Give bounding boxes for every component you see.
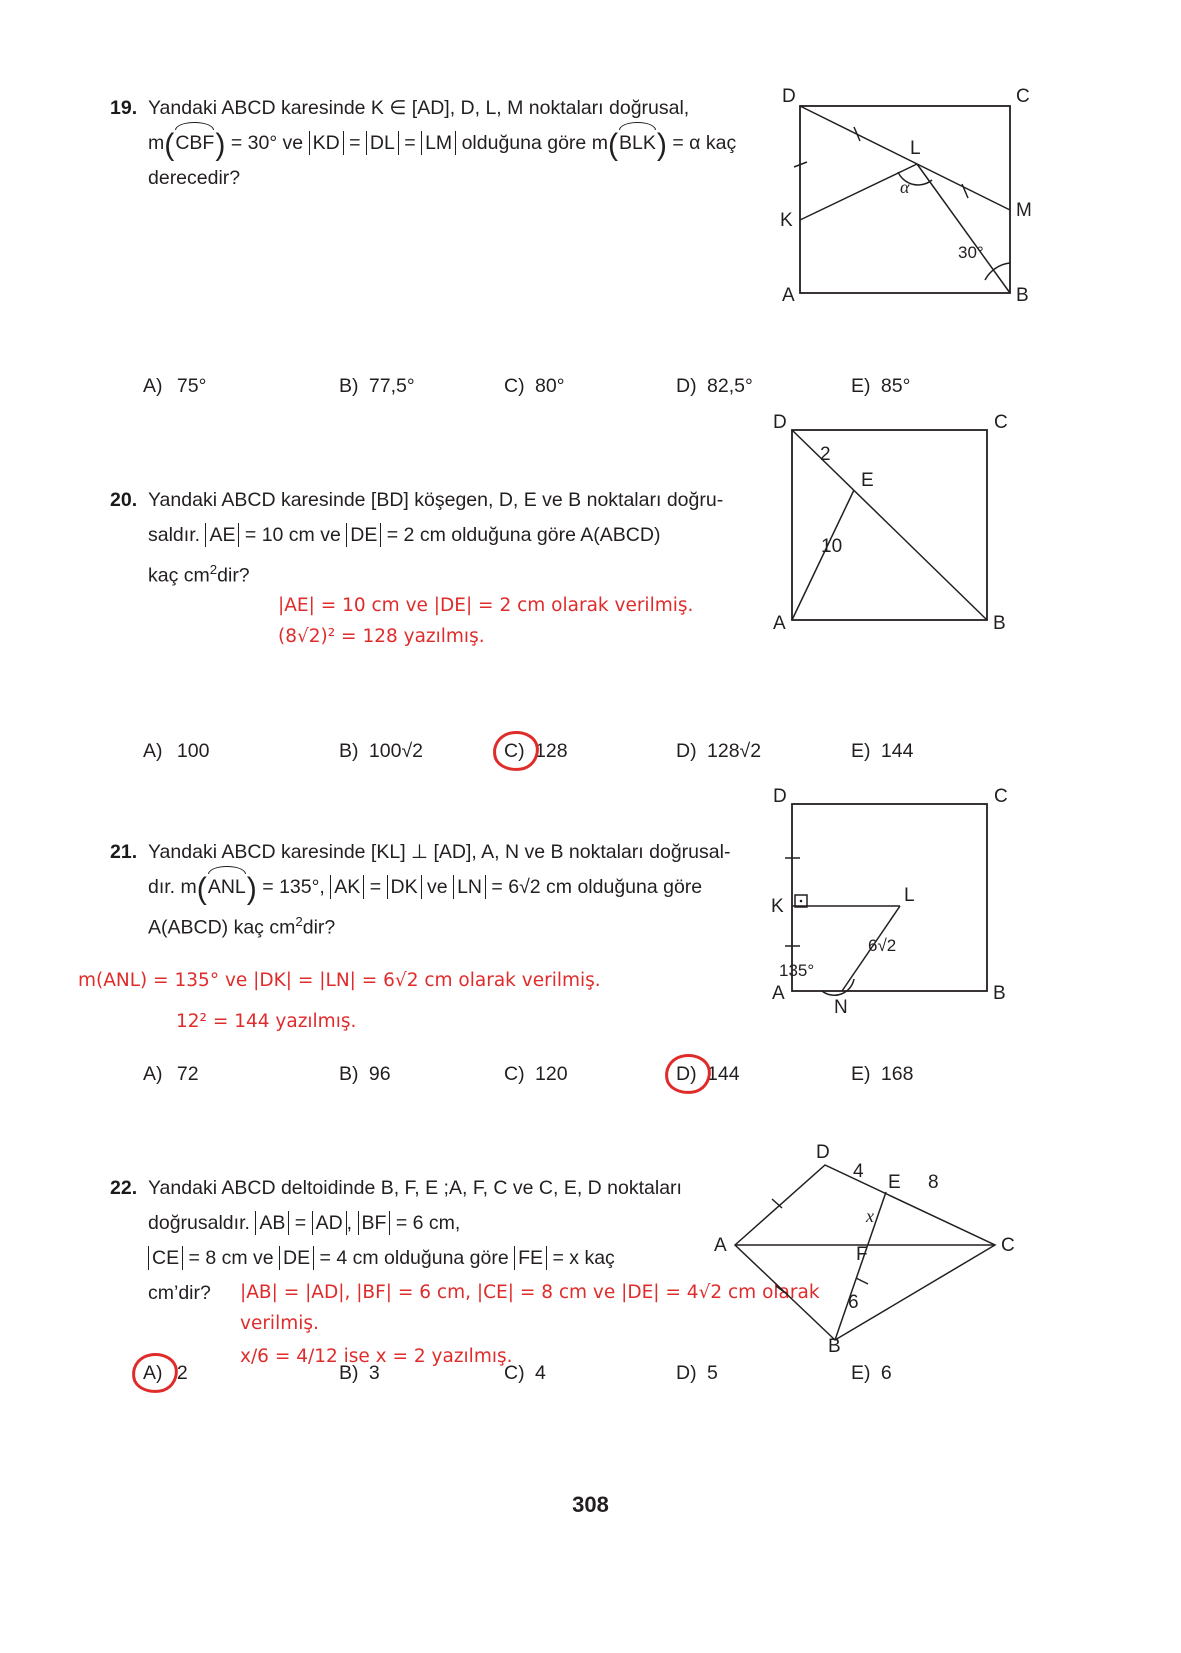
answer-label-c: C) [504, 375, 525, 397]
answer-option-c[interactable] [504, 1362, 676, 1385]
q22-line1: Yandaki ABCD deltoidinde B, F, E ;A, F, C ve C, E, D noktaları [148, 1177, 682, 1199]
q20-line2-b: = 10 cm ve [244, 524, 341, 546]
answer-option-c[interactable] [504, 1063, 676, 1086]
answer-label-d: D) [676, 740, 697, 762]
q21-line1-a: Yandaki ABCD karesinde [KL] [148, 841, 406, 863]
answer-value-d: 82,5° [707, 375, 753, 397]
q21-line3-b: dir? [302, 916, 336, 939]
q20-line2-c: = 2 cm olduğuna göre A(ABCD) [386, 524, 661, 546]
close-paren-3: ) [246, 872, 257, 906]
answers-question-20 [143, 740, 953, 763]
q19-arc-blk: BLK [618, 127, 657, 159]
figure-22-label-E: E [888, 1172, 901, 1193]
question-19-text [148, 92, 770, 194]
answer-label-a: A) [143, 1362, 163, 1384]
q22-line2-d: = 6 cm, [395, 1212, 461, 1234]
figure-19-label-A: A [782, 285, 795, 306]
answer-value-a: 2 [176, 1362, 188, 1384]
figure-21-label-N: N [834, 997, 848, 1018]
figure-21-label-B: B [993, 983, 1006, 1004]
q22-line4: cm’dir? [148, 1282, 211, 1304]
answer-value-a: 72 [176, 1063, 199, 1085]
question-19 [110, 92, 770, 194]
q21-line1-b: [AD], A, N ve B noktaları doğrusal- [433, 841, 731, 863]
q22-line3-c: = x kaç [552, 1247, 615, 1269]
q21-ak: AK [330, 875, 364, 899]
open-paren-2: ( [607, 128, 619, 162]
q22-line2-c: , [346, 1212, 353, 1234]
figure-22-label-F: F [856, 1244, 868, 1265]
q22-line2-a: doğrusaldır. [148, 1212, 250, 1234]
figure-19-label-30: 30° [958, 243, 984, 262]
q19-dl: DL [366, 131, 399, 155]
figure-20-length-2: 2 [820, 444, 831, 465]
q22-ad: AD [312, 1211, 347, 1235]
answer-option-c[interactable] [504, 740, 676, 763]
question-20-number: 20. [110, 489, 138, 511]
figure-question-22 [714, 1142, 1020, 1357]
q21-line2-c: = [369, 876, 382, 898]
figure-20-label-D: D [773, 412, 787, 433]
answer-label-e: E) [851, 1362, 871, 1384]
question-21-number: 21. [110, 841, 138, 863]
answer-value-b: 77,5° [368, 375, 415, 397]
close-paren-2: ) [656, 128, 667, 162]
figure-question-20 [773, 412, 1042, 635]
q22-line2-b: = [294, 1212, 307, 1234]
answer-option-d[interactable] [676, 740, 851, 763]
figure-19-label-M: M [1016, 200, 1032, 221]
perpendicular-icon: ⊥ [411, 841, 429, 863]
answer-label-e: E) [851, 1063, 871, 1085]
question-20 [110, 484, 760, 592]
figure-22-label-A: A [714, 1235, 727, 1256]
answer-label-b: B) [339, 375, 359, 397]
answer-option-b[interactable] [339, 375, 504, 398]
answer-value-a: 100 [176, 740, 210, 762]
answer-label-c: C) [504, 740, 525, 762]
answer-label-a: A) [143, 375, 163, 397]
figure-19-label-alpha: α [900, 177, 910, 197]
q19-m1: m [148, 132, 165, 154]
q21-line2-b: = 135°, [262, 876, 325, 898]
answer-label-a: A) [143, 740, 163, 762]
figure-22-label-B: B [828, 1336, 841, 1357]
q22-line3-a: = 8 cm ve [188, 1247, 274, 1269]
annotation-20-line-1: |AE| = 10 cm ve |DE| = 2 cm olarak verilmiş. [278, 595, 694, 616]
answer-value-d: 128√2 [707, 740, 762, 762]
answers-question-19 [143, 375, 953, 398]
answer-value-d: 5 [707, 1362, 718, 1384]
figure-22-length-8: 8 [928, 1172, 939, 1193]
open-paren: ( [164, 128, 175, 162]
figure-19-label-D: D [782, 86, 796, 107]
figure-22-length-6: 6 [848, 1292, 859, 1313]
q19-lm: LM [421, 131, 456, 155]
figure-21-length-ln: 6√2 [868, 936, 897, 955]
answer-option-e[interactable] [851, 1362, 892, 1385]
answer-label-a: A) [143, 1063, 163, 1085]
q21-line2-d: ve [427, 876, 448, 898]
question-21-text [148, 836, 760, 944]
figure-21-label-K: K [771, 896, 784, 917]
annotation-question-21-line-1: m(ANL) = 135° ve |DK| = |LN| = 6√2 cm olarak verilmiş. [78, 970, 601, 991]
question-20-text [148, 484, 760, 592]
answer-option-d[interactable] [676, 1362, 851, 1385]
answer-label-c: C) [504, 1362, 525, 1384]
q21-line3-sup: 2 [295, 914, 303, 929]
figure-question-19 [780, 88, 1040, 318]
q19-line1-b: [AD], D, L, M noktaları doğrusal, [411, 97, 690, 119]
question-19-number: 19. [110, 97, 138, 119]
q21-line2-e: = 6√2 cm olduğuna göre [491, 876, 703, 898]
figure-19-label-L: L [910, 138, 921, 159]
open-paren-3: ( [196, 872, 207, 906]
answer-value-b: 96 [368, 1063, 391, 1085]
q20-line1: Yandaki ABCD karesinde [BD] köşegen, D, E ve B noktaları doğru- [148, 489, 724, 511]
answer-option-b[interactable] [339, 1362, 504, 1385]
answer-option-b[interactable] [339, 740, 504, 763]
answer-value-c: 128 [535, 740, 568, 762]
q21-arc-anl: ANL [207, 871, 247, 903]
q20-line2-a: saldır. [148, 524, 201, 546]
close-paren: ) [215, 128, 226, 162]
q22-fe: FE [514, 1246, 547, 1270]
q19-arc-cbf: CBF [174, 127, 215, 159]
figure-question-21 [771, 786, 1042, 1018]
annotation-20-line-2: (8√2)² = 128 yazılmış. [278, 626, 485, 647]
answer-value-b: 3 [368, 1362, 380, 1384]
figure-21-angle-135: 135° [779, 961, 815, 980]
q22-ab: AB [255, 1211, 289, 1235]
answer-option-b[interactable] [339, 1063, 504, 1086]
answer-value-e: 168 [880, 1063, 914, 1085]
answer-value-d: 144 [707, 1063, 740, 1085]
figure-20-label-A: A [773, 613, 786, 634]
answer-option-e[interactable] [851, 375, 910, 398]
answer-label-b: B) [339, 1362, 359, 1384]
figure-19-label-C: C [1016, 86, 1030, 107]
answer-value-c: 120 [535, 1063, 568, 1085]
answer-option-d[interactable] [676, 375, 851, 398]
q20-line3-a: kaç cm [148, 564, 210, 587]
figure-21-label-D: D [773, 786, 787, 807]
q20-de: DE [346, 523, 381, 547]
q19-tail: olduğuna göre m [461, 132, 608, 154]
answer-option-d[interactable] [676, 1063, 851, 1086]
q22-ce: CE [148, 1246, 183, 1270]
answers-question-21 [143, 1063, 953, 1086]
answer-option-a[interactable] [143, 740, 339, 763]
figure-20-length-10: 10 [821, 536, 843, 557]
question-22-number: 22. [110, 1177, 138, 1199]
answer-option-e[interactable] [851, 1063, 913, 1086]
figure-21-label-A: A [772, 983, 785, 1004]
answer-value-c: 4 [535, 1362, 546, 1384]
q19-line1-a: Yandaki ABCD karesinde K [148, 97, 384, 119]
answer-option-e[interactable] [851, 740, 913, 763]
q21-dk: DK [387, 875, 422, 899]
annotation-question-20 [278, 590, 693, 652]
answer-label-c: C) [504, 1063, 525, 1085]
figure-22-length-x: x [866, 1206, 874, 1226]
q19-eq3: = [404, 132, 416, 154]
answer-option-a[interactable] [143, 1362, 339, 1385]
q20-ae: AE [205, 523, 239, 547]
element-of-icon: ∈ [389, 97, 407, 119]
q22-bf: BF [358, 1211, 391, 1235]
answer-label-d: D) [676, 375, 697, 397]
answer-label-e: E) [851, 375, 871, 397]
figure-20-label-E: E [861, 470, 874, 491]
q20-line3-b: dir? [217, 564, 250, 587]
q19-eq1: = 30° ve [230, 132, 304, 154]
q21-line3-a: A(ABCD) kaç cm [148, 916, 296, 939]
answer-option-a[interactable] [143, 375, 339, 398]
answer-label-b: B) [339, 740, 359, 762]
q19-line3: derecedir? [148, 167, 241, 189]
answer-value-e: 6 [880, 1362, 892, 1384]
q21-line2-a: dır. m [148, 876, 197, 898]
figure-20-label-B: B [993, 613, 1006, 634]
annotation-22-line-1: |AB| = |AD|, |BF| = 6 cm, |CE| = 8 cm ve |DE| = 4√2 cm olarak [240, 1282, 820, 1303]
annotation-question-21-line-2: 12² = 144 yazılmış. [176, 1011, 357, 1032]
question-21 [110, 836, 760, 944]
answer-label-d: D) [676, 1362, 697, 1384]
figure-21-label-L: L [904, 885, 915, 906]
q22-line3-b: = 4 cm olduğuna göre [319, 1247, 509, 1269]
annotation-22-line-2: verilmiş. [240, 1313, 319, 1334]
q20-line3-sup: 2 [209, 562, 218, 577]
answer-value-c: 80° [535, 375, 565, 397]
answers-question-22 [143, 1362, 953, 1385]
answer-label-b: B) [339, 1063, 359, 1085]
annotation-22-line-3: x/6 = 4/12 ise x = 2 yazılmış. [240, 1346, 513, 1367]
answer-value-e: 144 [880, 740, 914, 762]
figure-20-label-C: C [994, 412, 1008, 433]
answer-value-e: 85° [880, 375, 911, 397]
answer-option-c[interactable] [504, 375, 676, 398]
answer-value-a: 75° [176, 375, 207, 397]
figure-21-label-C: C [994, 786, 1008, 807]
answer-label-d: D) [676, 1063, 697, 1085]
q19-kd: KD [309, 131, 344, 155]
q19-end: = α kaç [672, 132, 737, 154]
figure-19-label-K: K [780, 210, 793, 231]
q21-ln: LN [453, 875, 486, 899]
figure-19-label-B: B [1016, 285, 1029, 306]
figure-22-label-C: C [1001, 1235, 1015, 1256]
answer-value-b: 100√2 [368, 740, 424, 762]
answer-label-e: E) [851, 740, 871, 762]
answer-option-a[interactable] [143, 1063, 339, 1086]
q19-eq2: = [349, 132, 361, 154]
page-number: 308 [572, 1492, 609, 1517]
figure-22-label-D: D [816, 1142, 830, 1163]
figure-22-length-4: 4 [853, 1161, 864, 1182]
q22-de: DE [279, 1246, 314, 1270]
